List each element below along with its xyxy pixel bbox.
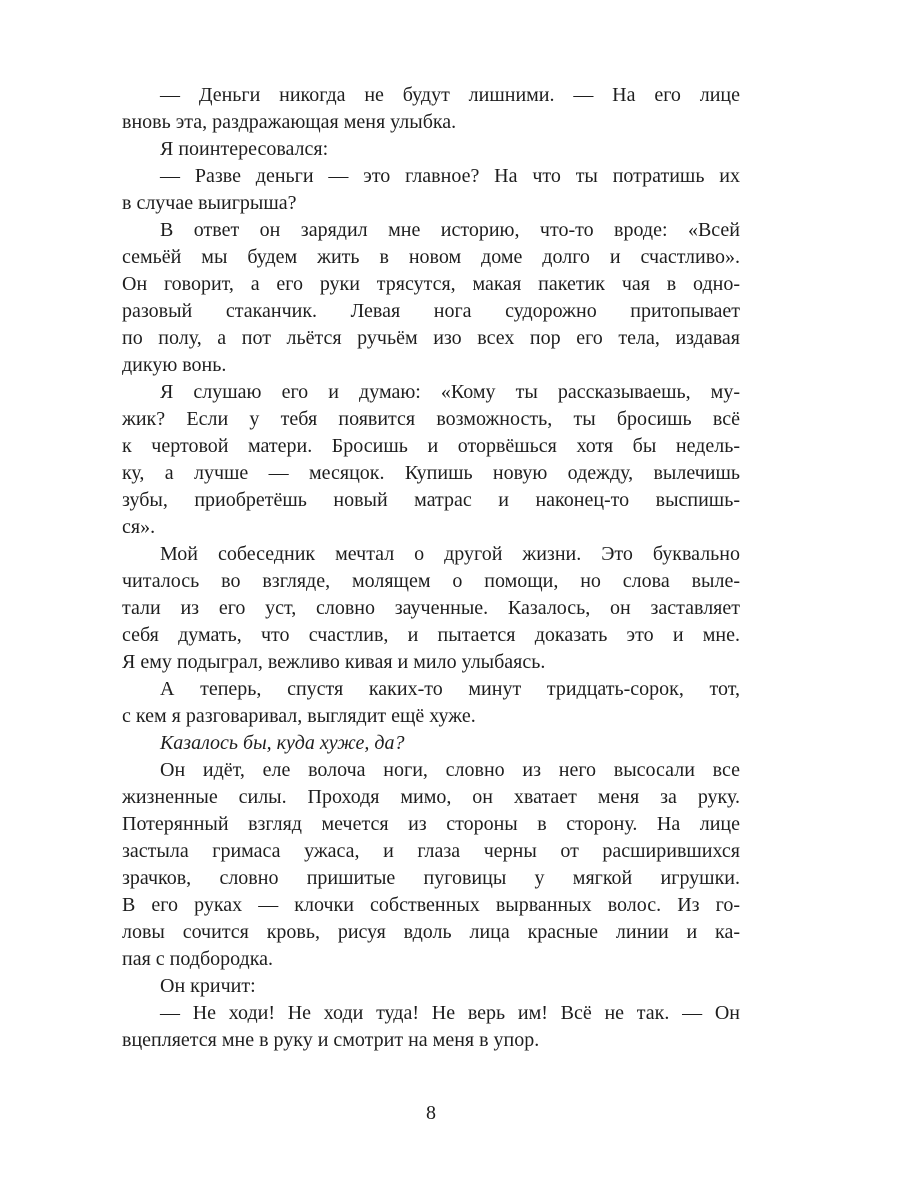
text-line: В ответ он зарядил мне историю, что-то вроде: «Всей: [160, 219, 740, 241]
text-line: — Деньги никогда не будут лишними. — На его лице: [160, 84, 740, 106]
text-line: ся».: [122, 516, 156, 538]
text-line: Мой собеседник мечтал о другой жизни. Это буквально: [160, 543, 740, 565]
text-line: Казалось бы, куда хуже, да?: [160, 732, 405, 754]
text-line: ку, а лучше — месяцок. Купишь новую одежду, вылечишь: [122, 462, 740, 484]
page-number: 8: [426, 1102, 436, 1124]
text-line: — Разве деньги — это главное? На что ты потратишь их: [160, 165, 740, 187]
text-line: семьёй мы будем жить в новом доме долго и счастливо».: [122, 246, 740, 268]
text-line: тали из его уст, словно заученные. Казалось, он заставляет: [122, 597, 740, 619]
text-line: Он кричит:: [160, 975, 256, 997]
text-block: [122, 82, 740, 1054]
text-line: вновь эта, раздражающая меня улыбка.: [122, 111, 457, 133]
text-line: с кем я разговаривал, выглядит ещё хуже.: [122, 705, 476, 727]
text-line: жизненные силы. Проходя мимо, он хватает меня за руку.: [122, 786, 740, 808]
text-line: вцепляется мне в руку и смотрит на меня в упор.: [122, 1029, 540, 1051]
text-line: — Не ходи! Не ходи туда! Не верь им! Всё не так. — Он: [160, 1002, 740, 1024]
text-line: Я слушаю его и думаю: «Кому ты рассказываешь, му-: [160, 381, 740, 403]
text-line: пая с подбородка.: [122, 948, 274, 970]
text-line: А теперь, спустя каких-то минут тридцать-сорок, тот,: [160, 678, 740, 700]
text-line: Я ему подыграл, вежливо кивая и мило улыбаясь.: [122, 651, 546, 673]
text-line: по полу, а пот льётся ручьём изо всех пор его тела, издавая: [122, 327, 740, 349]
text-line: к чертовой матери. Бросишь и оторвёшься хотя бы недель-: [122, 435, 740, 457]
text-line: застыла гримаса ужаса, и глаза черны от расширившихся: [122, 840, 740, 862]
text-line: Он идёт, еле волоча ноги, словно из него высосали все: [160, 759, 740, 781]
text-line: себя думать, что счастлив, и пытается доказать это и мне.: [122, 624, 740, 646]
text-line: разовый стаканчик. Левая нога судорожно притопывает: [122, 300, 740, 322]
text-line: дикую вонь.: [122, 354, 227, 376]
text-line: в случае выигрыша?: [122, 192, 297, 214]
text-line: В его руках — клочки собственных вырванных волос. Из го-: [122, 894, 740, 916]
text-line: читалось во взгляде, молящем о помощи, но слова выле-: [122, 570, 740, 592]
text-line: Потерянный взгляд мечется из стороны в сторону. На лице: [122, 813, 740, 835]
text-line: зрачков, словно пришитые пуговицы у мягкой игрушки.: [122, 867, 740, 889]
text-line: зубы, приобретёшь новый матрас и наконец-то выспишь-: [122, 489, 740, 511]
text-line: жик? Если у тебя появится возможность, ты бросишь всё: [122, 408, 740, 430]
text-line: Он говорит, а его руки трясутся, макая пакетик чая в одно-: [122, 273, 740, 295]
text-line: Я поинтересовался:: [160, 138, 329, 160]
text-line: ловы сочится кровь, рисуя вдоль лица красные линии и ка-: [122, 921, 740, 943]
